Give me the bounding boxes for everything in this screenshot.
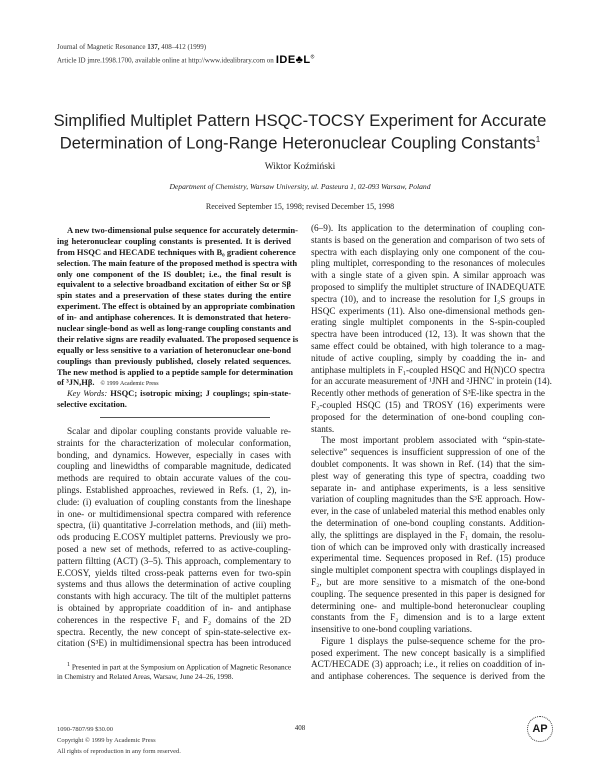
- abstract-line: ing heteronuclear coupling constants is presented. It is derived: [57, 235, 291, 246]
- paragraph-line: antiphase multiplets in F₁-coupled HSQC and H(N)CO spectra: [311, 364, 545, 375]
- abstract-line: [57, 377, 291, 388]
- abstract-line: only one component of the IS doublet; i.e., the final result is: [57, 268, 291, 279]
- volume: 137,: [147, 43, 160, 51]
- paragraph-line: ever, in the case of unlabeled material this method enables only: [311, 506, 545, 517]
- affiliation: Department of Chemistry, Warsaw University, ul. Pasteura 1, 02-093 Warsaw, Poland: [169, 182, 431, 191]
- paragraph-line: citation (S³E) in multidimensional spectra has been introduced: [57, 638, 291, 649]
- paragraph-line: constants with high accuracy. The tilt of the multiplet patterns: [57, 591, 291, 602]
- paragraph-line: HSQC experiments (11). Also one-dimensional methods gen-: [311, 305, 545, 316]
- title-line-2-wrap: [0, 130, 600, 153]
- paragraph-line: coherences in the respective F₁ and F₂ domains of the 2D: [57, 614, 291, 625]
- paragraph-line: ACT/HECADE (3) approach; i.e., it relies on coaddition of in-: [311, 659, 545, 670]
- abstract-last-line: of ³JN,Hβ.: [57, 377, 95, 388]
- paragraph-line: proposed to simplify the multiplet structure of INADEQUATE: [311, 281, 545, 292]
- paragraph-line: pling multiplet, corresponding to the resonances of molecules: [311, 258, 545, 269]
- keywords-text: HSQC; isotropic mixing; J couplings; spin-state-: [110, 388, 292, 399]
- abstract-line: A new two-dimensional pulse sequence for accurately determin-: [67, 225, 298, 235]
- paragraph-line: same effect could be obtained, with high tolerance to a mag-: [311, 340, 545, 351]
- paragraph-line: (6–9). Its application to the determination of coupling con-: [311, 223, 545, 233]
- paragraph-line: in one- or multidimensional spectra compared with reference: [57, 508, 291, 519]
- paragraph-line: constants from the F₂ dimension and is to a large extent: [311, 612, 545, 623]
- paragraph-line: plings. Established approaches, reviewed in Refs. (1, 2), in-: [57, 484, 291, 495]
- abstract-line: their relative signs are readily evaluated. The proposed sequence is: [57, 333, 299, 344]
- footer-rights: All rights of reproduction in any form reserved.: [57, 748, 181, 755]
- footnote-text-1: Presented in part at the Symposium on Application of Magnetic Resonance: [71, 662, 292, 672]
- ideal-logo: [276, 54, 315, 66]
- paragraph-line: doublet components. It was shown in Ref. (14) that the sim-: [311, 458, 545, 469]
- academic-press-logo: AP: [527, 716, 553, 742]
- article-id-line: [57, 52, 315, 66]
- paragraph-line: stants is based on the generation and comparison of two sets of: [311, 234, 545, 245]
- abstract-line: of in- and antiphase coherences. It is demonstrated that hetero-: [57, 312, 291, 323]
- paragraph-line: the determination of one-bond coupling constants. Addition-: [311, 517, 545, 528]
- right-column-body: [311, 223, 552, 683]
- footer-copyright: Copyright © 1999 by Academic Press: [57, 737, 156, 744]
- abstract-copyright: © 1999 Academic Press: [100, 381, 159, 388]
- paragraph-line: straints for the characterization of molecular conformation,: [57, 437, 291, 448]
- paragraph-line: coupling and linewidths of comparable magnitude, dedicated: [57, 461, 291, 472]
- abstract-line: equally or less sensitive to a variation of heteronuclear one-bond: [57, 344, 291, 355]
- paragraph-line: The most important problem associated with “spin-state-: [321, 435, 545, 446]
- pages-year: 408–412 (1999): [161, 43, 207, 51]
- paragraph-line: determining one- and multiple-bond heteronuclear coupling: [311, 600, 545, 611]
- paper-title: [0, 111, 600, 153]
- paragraph-line: nitude of active coupling, simply by coadding the in- and: [311, 352, 545, 363]
- received-dates: Received September 15, 1998; revised December 15, 1998: [205, 202, 395, 211]
- abstract-line: selection. The main feature of the proposed method is spectra with: [57, 257, 298, 268]
- paragraph-line: pattern filtting (ACT) (3–5). This approach, complementary to: [57, 555, 291, 566]
- paragraph-line: systems and thus allows the determination of active coupling: [57, 579, 291, 590]
- author: Wiktor Koźmiński: [264, 162, 336, 172]
- left-column-body: [57, 426, 291, 650]
- paragraph-line: plest way of generating this type of spectra, coadding two: [311, 470, 545, 481]
- title-line-2: Determination of Long-Range Heteronuclear Coupling Constants: [59, 133, 536, 153]
- paragraph-line: ally, the splittings are displayed in the F₁ domain, the resolu-: [311, 529, 545, 540]
- paragraph-line: is obtained by appropriate coaddition of in- and antiphase: [57, 602, 291, 613]
- paragraph-line: spectra (10), and to increase the resolution for I₂S groups in: [311, 293, 545, 304]
- footnote-line-1: [57, 659, 291, 671]
- paragraph-line: posed a new set of methods, referred to as active-coupling-: [57, 543, 291, 554]
- paragraph-line: Recently other methods of generation of S³E-like spectra in the: [311, 388, 545, 399]
- paragraph-line: erating single multiplet components in the S-spin-coupled: [311, 317, 545, 328]
- ideal-logo-text: IDE♣L: [275, 53, 311, 66]
- paragraph-line: selective” sequences is insufficient suppression of one of the: [311, 447, 545, 458]
- paragraph-line: separate in- and antiphase experiments, is a less sensitive: [311, 482, 545, 493]
- abstract-line: nuclear single-bond as well as long-range coupling constants and: [57, 323, 292, 334]
- paragraph-line: clude: (i) evaluation of coupling constants from the lineshape: [57, 496, 291, 507]
- title-footnote-mark: 1: [535, 135, 541, 144]
- footnote: [57, 659, 291, 683]
- abstract-line: The new method is applied to a peptide sample for determination: [57, 366, 293, 377]
- abstract-line: from HSQC and HECADE techniques with B₀ gradient coherence: [57, 246, 296, 257]
- paragraph-line: ods producing E.COSY multiplet patterns. Previously we pro-: [57, 532, 291, 543]
- journal-citation: [57, 42, 315, 52]
- paragraph-line: stants.: [311, 423, 335, 434]
- paragraph-line: F₂-coupled HSQC (15) and TROSY (16) experiments were: [311, 399, 545, 410]
- paragraph-line: insensitive to one-bond coupling variations.: [311, 624, 473, 635]
- abstract: [57, 225, 299, 410]
- paragraph-line: single multiplet component spectra with couplings displayed in: [311, 565, 545, 576]
- paragraph-line: bonding, and dynamics. However, especially in cases with: [57, 449, 291, 460]
- footnote-line-2: in Chemistry and Related Areas, Warsaw, June 24–26, 1998.: [57, 672, 234, 681]
- paragraph-line: spectra, (ii) quantitative J-correlation methods, and (iii) meth-: [57, 520, 291, 531]
- title-line-1: Simplified Multiplet Pattern HSQC-TOCSY Experiment for Accurate: [53, 111, 547, 130]
- paragraph-line: Figure 1 displays the pulse-sequence scheme for the pro-: [321, 635, 545, 646]
- article-line: Article ID jmre.1998.1700, available online at http://www.idealibrary.com on: [57, 56, 274, 65]
- paragraph-line: methods are required to obtain accurate values of the cou-: [57, 473, 291, 484]
- abstract-line: spin states and a preservation of these states during the entire: [57, 290, 291, 301]
- running-header: [57, 42, 315, 66]
- paragraph-line: for an accurate measurement of ¹JNH and ²JHNC′ in protein (14).: [311, 376, 552, 387]
- abstract-divider: [100, 417, 270, 418]
- journal-name: Journal of Magnetic Resonance: [57, 43, 146, 51]
- paragraph-line: coupling. The sequence presented in this paper is designed for: [311, 588, 545, 599]
- keywords-label: Key Words:: [67, 388, 108, 399]
- paragraph-line: variation of coupling magnitudes than the S³E approach. How-: [311, 494, 545, 505]
- paragraph-line: and antiphase coherences. The sequence is derived from the: [311, 671, 545, 682]
- ideal-logo-mark: ®: [310, 54, 315, 60]
- paragraph-line: with a single state of a given spin. A similar approach was: [311, 270, 545, 281]
- paragraph-line: proposed for the determination of one-bond coupling con-: [311, 411, 545, 422]
- keywords-line: [57, 388, 291, 399]
- issn-price: 1090-7807/99 $30.00: [57, 726, 113, 733]
- paragraph-line: spectra. Recently, the new concept of spin-state-selective ex-: [57, 626, 291, 637]
- abstract-line: couplings than previously published, closely related sequences.: [57, 355, 291, 366]
- abstract-line: equivalent to a selective broadband excitation of either Sα or Sβ: [57, 279, 291, 290]
- keywords-text-cont: selective excitation.: [57, 399, 127, 410]
- footnote-mark: 1: [67, 662, 71, 668]
- paragraph-line: F₂, but are more sensitive to a mismatch of the one-bond: [311, 576, 545, 587]
- paragraph-line: E.COSY, yields tilted cross-peak patterns even for two-spin: [57, 567, 291, 578]
- paragraph-line: experimental time. Sequences proposed in Ref. (15) produce: [311, 553, 545, 564]
- abstract-line: experiment. The effect is obtained by an appropriate combination: [57, 301, 295, 312]
- paragraph-line: spectra with each displaying only one component of the cou-: [311, 246, 545, 257]
- paragraph-line: tion of which can be improved only with drastically increased: [311, 541, 545, 552]
- paragraph-line: Scalar and dipolar coupling constants provide valuable re-: [67, 426, 291, 436]
- paragraph-line: spectra have been introduced (12, 13). It was shown that the: [311, 329, 545, 340]
- paragraph-line: posed experiment. The new concept basically is a simplified: [311, 647, 545, 658]
- page-number: 408: [294, 724, 306, 732]
